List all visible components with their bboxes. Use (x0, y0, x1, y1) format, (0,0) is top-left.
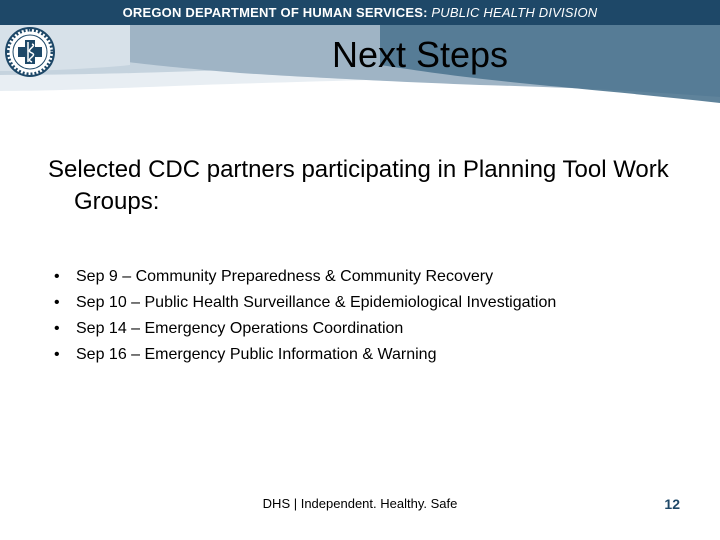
slide-title: Next Steps (331, 34, 509, 75)
agency-name: OREGON DEPARTMENT OF HUMAN SERVICES: (122, 5, 428, 20)
list-item-text: Sep 14 – Emergency Operations Coordination (76, 320, 404, 337)
bullet-icon: • (54, 268, 60, 285)
list-item-text: Sep 16 – Emergency Public Information & Warning (76, 346, 437, 363)
list-item-text: Sep 10 – Public Health Surveillance & Epidemiological Investigation (76, 294, 557, 311)
bullet-icon: • (54, 320, 60, 337)
list-item (48, 316, 556, 342)
division-name: PUBLIC HEALTH DIVISION (431, 5, 598, 20)
page-number: 12 (664, 496, 680, 512)
intro-text: Selected CDC partners participating in Planning Tool Work Groups: (48, 156, 669, 215)
list-item (48, 342, 556, 368)
list-item (48, 264, 556, 290)
bullet-icon: • (54, 294, 60, 311)
list-item-text: Sep 9 – Community Preparedness & Community Recovery (76, 268, 494, 285)
workgroup-list (48, 264, 556, 368)
footer-tagline: DHS | Independent. Healthy. Safe (262, 496, 458, 511)
bullet-icon: • (54, 346, 60, 363)
list-item (48, 290, 556, 316)
public-health-seal-icon (4, 26, 56, 78)
agency-banner (0, 0, 720, 25)
